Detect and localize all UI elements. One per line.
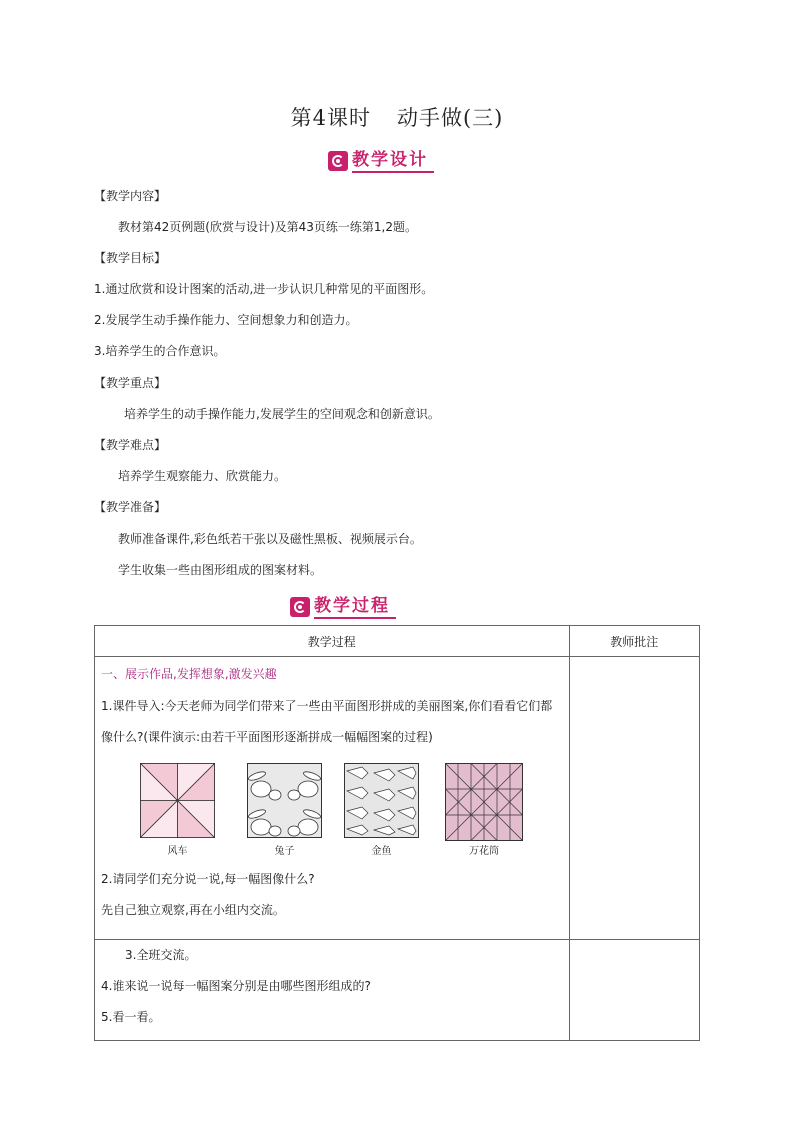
- process-cell-1: [95, 657, 570, 940]
- step1-line2: 像什么?(课件演示:由若干平面图形逐渐拼成一幅幅图案的过程): [101, 730, 433, 744]
- lesson-title: [0, 102, 794, 132]
- caption-pinwheel: 风车: [167, 846, 188, 857]
- prep-line: 学生收集一些由图形组成的图案材料。: [118, 563, 323, 577]
- lesson-period: 第4课时: [290, 106, 371, 130]
- prep-line: 教师准备课件,彩色纸若干张以及磁性黑板、视频展示台。: [118, 532, 422, 546]
- content-text: 教材第42页例题(欣赏与设计)及第43页练一练第1,2题。: [118, 220, 417, 234]
- difficulty-text: 培养学生观察能力、欣赏能力。: [118, 469, 287, 483]
- banner-process-label: 教学过程: [314, 596, 396, 619]
- process-table: [94, 625, 700, 1041]
- key-heading: 【教学重点】: [94, 376, 167, 390]
- goals-heading: 【教学目标】: [94, 251, 167, 265]
- kaleidoscope-figure: [445, 763, 523, 841]
- banner-design: [328, 148, 434, 174]
- goldfish-figure: [344, 763, 419, 838]
- flower-logo-icon: [328, 151, 348, 171]
- key-text: 培养学生的动手操作能力,发展学生的空间观念和创新意识。: [124, 407, 440, 421]
- step4: 4.谁来说一说每一幅图案分别是由哪些图形组成的?: [101, 979, 371, 993]
- content-heading: 【教学内容】: [94, 189, 167, 203]
- notes-cell-1: [569, 657, 699, 940]
- caption-kaleidoscope: 万花筒: [469, 846, 499, 857]
- col-header-process: 教学过程: [95, 626, 570, 657]
- caption-goldfish: 金鱼: [371, 846, 392, 857]
- difficulty-heading: 【教学难点】: [94, 438, 167, 452]
- banner-process: [290, 594, 396, 620]
- goal-item: 1.通过欣赏和设计图案的活动,进一步认识几种常见的平面图形。: [94, 282, 434, 296]
- prep-heading: 【教学准备】: [94, 500, 167, 514]
- step3: 3.全班交流。: [125, 948, 197, 962]
- flower-logo-icon: [290, 597, 310, 617]
- caption-rabbit: 兔子: [274, 846, 295, 857]
- step1-line1: 1.课件导入:今天老师为同学们带来了一些由平面图形拼成的美丽图案,你们看看它们都: [101, 699, 553, 713]
- step5: 5.看一看。: [101, 1010, 161, 1024]
- notes-cell-2: [569, 940, 699, 1041]
- pinwheel-figure: [140, 763, 215, 838]
- goal-item: 2.发展学生动手操作能力、空间想象力和创造力。: [94, 313, 358, 327]
- goal-item: 3.培养学生的合作意识。: [94, 344, 226, 358]
- lesson-name: 动手做(三): [396, 106, 504, 130]
- part1-title: 一、展示作品,发挥想象,激发兴趣: [101, 667, 277, 681]
- col-header-notes: 教师批注: [569, 626, 699, 657]
- banner-design-label: 教学设计: [352, 150, 434, 173]
- step2-b: 先自己独立观察,再在小组内交流。: [101, 903, 285, 917]
- step2: 2.请同学们充分说一说,每一幅图像什么?: [101, 872, 315, 886]
- rabbit-figure: [247, 763, 322, 838]
- process-cell-2: [95, 940, 570, 1041]
